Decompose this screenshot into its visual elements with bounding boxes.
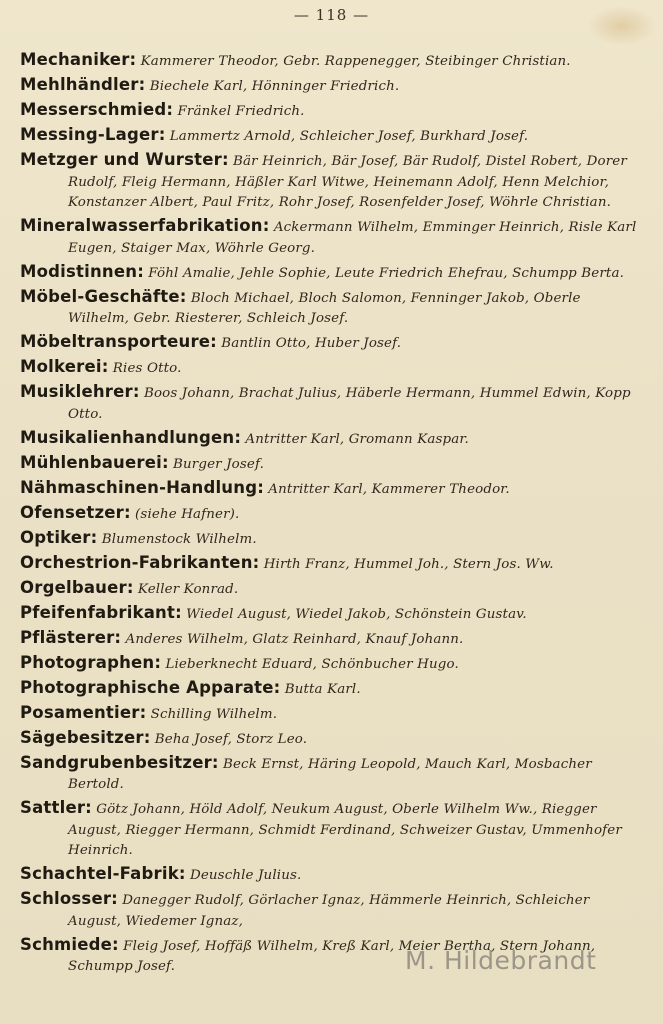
entry-category: Metzger und Wurster: xyxy=(20,150,229,169)
directory-entry xyxy=(20,50,645,73)
directory-entry xyxy=(20,262,645,285)
directory-entry xyxy=(20,382,645,425)
entry-names: Lieberknecht Eduard, Schönbucher Hugo. xyxy=(165,656,459,672)
entry-category: Schachtel-Fabrik: xyxy=(20,864,186,883)
directory-entry xyxy=(20,100,645,123)
entry-category: Sandgrubenbesitzer: xyxy=(20,752,219,772)
entry-category: Modistinnen: xyxy=(20,261,145,281)
entry-category: Nähmaschinen-Handlung: xyxy=(20,477,265,497)
directory-entry xyxy=(20,553,645,576)
entry-names: Schilling Wilhelm. xyxy=(150,706,278,722)
entry-category: Sägebesitzer: xyxy=(20,727,151,747)
entry-names: Fränkel Friedrich. xyxy=(177,104,305,119)
entry-category: Pflästerer: xyxy=(20,627,122,647)
directory-entry xyxy=(20,703,645,726)
entry-names: Keller Konrad. xyxy=(137,581,239,597)
entry-category: Orgelbauer: xyxy=(20,577,134,597)
directory-entry xyxy=(20,528,645,551)
directory-entry xyxy=(20,678,645,701)
entry-category: Mineralwasserfabrikation: xyxy=(20,216,270,235)
entry-names: (siehe Hafner). xyxy=(135,506,240,522)
directory-entry xyxy=(20,864,645,887)
entry-category: Messing-Lager: xyxy=(20,125,166,144)
entry-names: Deuschle Julius. xyxy=(189,868,302,883)
entry-category: Optiker: xyxy=(20,527,98,547)
directory-entry xyxy=(20,453,645,476)
directory-entry xyxy=(20,428,645,451)
entry-category: Photographische Apparate: xyxy=(20,677,281,697)
entry-category: Mehlhändler: xyxy=(20,75,146,94)
directory-entry xyxy=(20,287,645,330)
entry-names: Burger Josef. xyxy=(173,456,264,472)
watermark: M. Hildebrandt xyxy=(405,946,597,975)
directory-entry xyxy=(20,653,645,676)
directory-entry xyxy=(20,753,645,796)
entry-names: Bär Heinrich, Bär Josef, Bär Rudolf, Distel Robert, Dorer Rudolf, Fleig Hermann, Häßler Karl Witwe, Heinemann Adolf, Henn Melchior, Konstanzer Albert, Paul Fritz, Rohr Josef, Rosenfelder Josef, Wöhrle Christian. xyxy=(68,154,627,210)
entry-names: Butta Karl. xyxy=(284,681,361,697)
entry-names: Kammerer Theodor, Gebr. Rappenegger, Steibinger Christian. xyxy=(140,54,571,69)
entry-names: Blumenstock Wilhelm. xyxy=(101,531,257,547)
directory-entry xyxy=(20,216,645,259)
directory-entry xyxy=(20,728,645,751)
entry-names: Föhl Amalie, Jehle Sophie, Leute Friedrich Ehefrau, Schumpp Berta. xyxy=(148,265,624,281)
entry-names: Antritter Karl, Kammerer Theodor. xyxy=(268,481,510,497)
directory-entry xyxy=(20,603,645,626)
entry-names: Biechele Karl, Hönninger Friedrich. xyxy=(149,79,400,94)
directory-entry xyxy=(20,478,645,501)
entry-category: Posamentier: xyxy=(20,702,147,722)
page-number: — 118 — xyxy=(293,6,370,24)
entry-category: Ofensetzer: xyxy=(20,502,131,522)
entry-category: Möbeltransporteure: xyxy=(20,332,217,351)
entry-category: Molkerei: xyxy=(20,357,109,376)
entry-category: Sattler: xyxy=(20,798,92,817)
entry-names: Bloch Michael, Bloch Salomon, Fenninger Jakob, Oberle Wilhelm, Gebr. Riesterer, Schleich Josef. xyxy=(68,290,581,326)
directory-entry xyxy=(20,75,645,98)
entry-category: Photographen: xyxy=(20,652,162,672)
entry-category: Musikalienhandlungen: xyxy=(20,427,242,447)
entry-category: Schmiede: xyxy=(20,934,119,954)
entry-names: Wiedel August, Wiedel Jakob, Schönstein Gustav. xyxy=(186,606,527,622)
directory-entry xyxy=(20,150,645,214)
entry-names: Boos Johann, Brachat Julius, Häberle Hermann, Hummel Edwin, Kopp Otto. xyxy=(68,386,631,422)
entry-names: Fleig Josef, Hoffäß Wilhelm, Kreß Karl, Meier Bertha, Stern Johann, Schumpp Josef. xyxy=(68,938,596,974)
entry-names: Anderes Wilhelm, Glatz Reinhard, Knauf Johann. xyxy=(125,631,464,647)
entry-category: Mechaniker: xyxy=(20,50,137,69)
entry-category: Schlosser: xyxy=(20,889,118,908)
entry-names: Ries Otto. xyxy=(112,361,182,376)
entry-names: Danegger Rudolf, Görlacher Ignaz, Hämmerle Heinrich, Schleicher August, Wiedemer Ignaz, xyxy=(68,893,590,929)
directory-entry xyxy=(20,798,645,862)
directory-entry xyxy=(20,125,645,148)
entry-category: Möbel-Geschäfte: xyxy=(20,286,187,306)
entry-category: Pfeifenfabrikant: xyxy=(20,602,182,622)
entry-category: Orchestrion-Fabrikanten: xyxy=(20,552,260,572)
entry-category: Messerschmied: xyxy=(20,100,174,119)
entry-category: Mühlenbauerei: xyxy=(20,452,169,472)
entry-names: Beck Ernst, Häring Leopold, Mauch Karl, Mosbacher Bertold. xyxy=(68,756,592,792)
entry-names: Antritter Karl, Gromann Kaspar. xyxy=(245,431,469,447)
directory-entry xyxy=(20,332,645,355)
entry-category: Musiklehrer: xyxy=(20,382,140,401)
directory-entry xyxy=(20,578,645,601)
entry-names: Lammertz Arnold, Schleicher Josef, Burkhard Josef. xyxy=(169,129,529,144)
entry-names: Götz Johann, Höld Adolf, Neukum August, Oberle Wilhelm Ww., Riegger August, Riegger Hermann, Schmidt Ferdinand, Schweizer Gustav, Ummenhofer Heinrich. xyxy=(68,802,622,858)
entry-names: Ackermann Wilhelm, Emminger Heinrich, Risle Karl Eugen, Staiger Max, Wöhrle Georg. xyxy=(68,220,637,256)
directory-entry xyxy=(20,503,645,526)
directory-entry xyxy=(20,628,645,651)
directory-entry xyxy=(20,889,645,932)
entry-names: Beha Josef, Storz Leo. xyxy=(154,731,308,747)
directory-list xyxy=(20,50,645,980)
entry-names: Bantlin Otto, Huber Josef. xyxy=(221,336,402,351)
directory-entry xyxy=(20,357,645,380)
entry-names: Hirth Franz, Hummel Joh., Stern Jos. Ww. xyxy=(263,556,554,572)
